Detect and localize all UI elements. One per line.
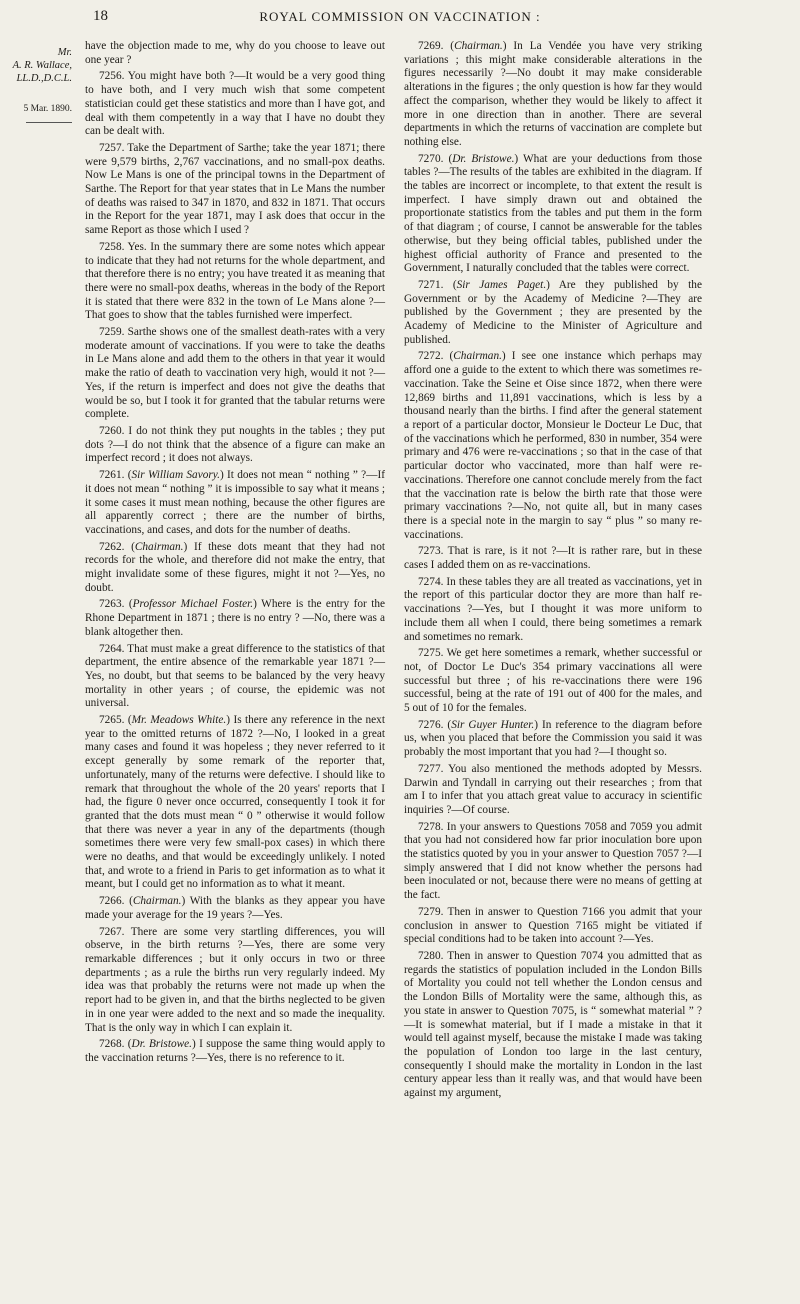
speaker-name: Chairman. xyxy=(453,350,502,363)
right-text-column xyxy=(404,40,702,1104)
paragraph-text: Are they published by the Government or by the Academy of Medicine ?—They are published by the Government ; they are presented by the Academy of Medicine to the Minister of Agriculture and published. xyxy=(404,278,702,346)
paragraph-text: 7275. We get here sometimes a remark, whether successful or not, of Doctor Le Duc's 354 primary vaccinations all were successful but three ; of his re-vaccinations there were 196 successful, being at the rate of 191 out of 400 for the males, and 5 out of 10 for the females. xyxy=(404,647,702,715)
witness-degrees: LL.D.,D.C.L. xyxy=(16,73,72,84)
testimony-paragraph: 7269. (Chairman.) In La Vendée you have very striking variations ; this might make considerable alterations in the figures necessarily ?—No doubt it may make considerable alterations in the figures ; the only question is how far they would affect the comparison, whether they would be likely to affect it more in one direction than in another. There are several departments in which the returns of vaccination are complete but nothing else. xyxy=(404,40,702,148)
testimony-paragraph: 7263. (Professor Michael Foster.) Where is the entry for the Rhone Department in 1871 ; there is no entry ? —No, there was a blank altogether then. xyxy=(85,598,386,638)
testimony-paragraph: 7266. (Chairman.) With the blanks as they appear you have made your average for the 19 years ?—Yes. xyxy=(85,895,385,921)
speaker-name: Chairman. xyxy=(132,895,182,908)
paragraph-text: 7256. You might have both ?—It would be a very good thing to have both, and I very much wish that some competent statistician could get these statistics and more than I have got, and deal with them competently in a way that I have no doubt they can be dealt with. xyxy=(85,70,385,138)
testimony-paragraph xyxy=(85,142,385,238)
hearing-date: 5 Mar. 1890. xyxy=(23,104,72,114)
speaker-name: Dr. Bristowe. xyxy=(131,1038,192,1051)
speaker-name: Chairman. xyxy=(454,40,503,52)
paragraph-text: 7280. Then in answer to Question 7074 you admitted that as regards the statistics of population included in the London Bills of Mortality you could not tell whether the London census and the London Bills of Mortality were the same, although this, as you state in answer to Question 7075, is “ somewhat material ” ?—It is somewhat material, but if I made a mistake in that it would tell against myself, because the mistake I made was taking the population of London too large in the last century, consequently I should make the mortality in London in the last century appear less than it really was, and that would have been against my argument, xyxy=(404,950,702,1100)
speaker-name: Chairman. xyxy=(134,540,184,553)
testimony-paragraph xyxy=(404,906,702,947)
paragraph-text: 7267. There are some very startling differences, you will observe, in the birth returns ?—Yes, there are some very remarkable differences ; but it only occurs in two or three departments ; as a rule the births run very regularly indeed. My idea was that probably the returns were not made up when the report had to be given in, and that the births neglected to be given in in one year were added to the next and so made the inequality. That is the only way in which I can explain it. xyxy=(85,925,385,1034)
paragraph-text: 7264. That must make a great difference to the statistics of that department, the entire absence of the remarkable year 1871 ?—Yes, no doubt, but that seems to be balanced by the very heavy mortality in other years ; of course, the epidemic was not universal. xyxy=(85,642,385,710)
running-title: ROYAL COMMISSION ON VACCINATION : xyxy=(259,9,541,24)
witness-margin-note xyxy=(10,46,72,123)
paragraph-text: 7277. You also mentioned the methods adopted by Messrs. Darwin and Tyndall in carrying out their researches ; from that am I to infer that you attach great value to accuracy in scientific inquiries ?—Of course. xyxy=(404,762,702,816)
speaker-name: Dr. Bristowe. xyxy=(452,152,515,165)
paragraph-text: In reference to the diagram before us, when you placed that before the Commission you said it was probably the most important that you had ?—I thought so. xyxy=(404,718,702,759)
testimony-paragraph xyxy=(404,950,702,1101)
paragraph-text: It does not mean “ nothing ” ?—If it does not mean “ nothing ” it is impossible to say what it means ; it some cases it must mean nothing, because the other figures are all apparently correct ; there are the number of births, vaccinations, and cases, and dots for the number of deaths. xyxy=(85,469,385,536)
paragraph-text: 7258. Yes. In the summary there are some notes which appear to indicate that they had not returns for the whole department, and that therefore there is no entry; you have treated it as meaning that there were no small-pox deaths, whereas in the body of the Report it is stated that there were 832 in the town of Le Mans alone ?—That goes to show that the tables furnished were imperfect. xyxy=(85,240,385,322)
paragraph-text: With the blanks as they appear you have made your average for the 19 years ?—Yes. xyxy=(85,895,385,921)
testimony-paragraph xyxy=(85,425,385,466)
left-text-column xyxy=(85,40,385,1069)
speaker-name: Sir James Paget. xyxy=(456,278,547,291)
testimony-paragraph xyxy=(85,40,385,67)
page-header xyxy=(0,6,800,30)
paragraph-text: 7259. Sarthe shows one of the smallest death-rates with a very moderate amount of vaccinations. If you were to take the deaths in Le Mans alone and add them to the others in that year it would make the ratio of death to vaccination very high, would it not ?—Yes, if the return is imperfect and does not give the deaths that would be so, but I took it for granted that the tabular returns were complete. xyxy=(85,326,385,421)
testimony-paragraph xyxy=(404,545,702,572)
paragraph-text: 7273. That is rare, is it not ?—It is rather rare, but in these cases I added them on as re-vaccinations. xyxy=(404,545,702,572)
testimony-paragraph: 7270. (Dr. Bristowe.) What are your deductions from those tables ?—The results of the tables are exhibited in the diagram. If the tables are incorrect or incomplete, to that extent the result is imperfect. I have simply drawn out and obtained the proportionate statistics from the tables and put them in the form of that diagram ; of course, I cannot be answerable for the tables otherwise, but they being official tables, published under the highest official authority of France and presented to the Government, I naturally concluded that the tables were correct. xyxy=(404,152,702,275)
testimony-paragraph: 7268. (Dr. Bristowe.) I suppose the same thing would apply to the vaccination returns ?—Yes, there is no reference to it. xyxy=(85,1038,386,1064)
paragraph-text: 7278. In your answers to Questions 7058 and 7059 you admit that you had not considered how far prior inoculation bore upon the statistics quoted by you in your answer to Question 7057 ?—I simply answered that I did not know whether the persons had been inoculated or not, because there were no means of getting at the fact. xyxy=(404,820,702,902)
paragraph-text: I suppose the same thing would apply to the vaccination returns ?—Yes, there is no reference to it. xyxy=(85,1038,386,1064)
testimony-paragraph xyxy=(404,763,702,818)
speaker-name: Professor Michael Foster. xyxy=(132,598,254,611)
paragraph-text: 7274. In these tables they are all treated as vaccinations, yet in the report of this particular doctor they are more than half re-vaccinations ?—Yes, but I thought it was more uniform to include them all when I could, there being sometimes a remark and sometimes no remark. xyxy=(404,575,702,643)
paragraph-text: 7257. Take the Department of Sarthe; take the year 1871; there were 9,579 births, 2,767 vaccinations, and no small-pox deaths. Now Le Mans is one of the principal towns in the Department of Sarthe. The Report for that year states that in Le Mans the number of deaths was raised to 347 in 1870, and 832 in 1871. That occurs in the Report for the year 1871, may I ask does that occur in the same Report as those which I used ? xyxy=(85,141,385,237)
paragraph-text: Where is the entry for the Rhone Department in 1871 ; there is no entry ? —No, there was a blank altogether then. xyxy=(85,598,386,638)
testimony-paragraph xyxy=(85,643,385,712)
testimony-paragraph: 7276. (Sir Guyer Hunter.) In reference to the diagram before us, when you placed that before the Commission you said it was probably the most important that you had ?—I thought so. xyxy=(404,718,702,759)
testimony-paragraph: 7272. (Chairman.) I see one instance which perhaps may afford one a guide to the extent to which there was sometimes re-vaccination. Take the Seine et Oise since 1872, when there were 12,869 births and 11,891 vaccinations, which is less by a thousand nearly than the births. I find after the general statement a report of a particular doctor, Monsieur le Docteur Le Duc, that of the vaccinations which he performed, 830 in number, 354 were primary and 476 were re-vaccinations ; so that in the case of that particular doctor who vaccinated, more than half were re-vaccinations. Therefore one cannot conclude merely from the fact that the vaccination rate is below the birth rate that those were primary vaccinations ?—No, not quite all, but in many cases there is a special note in the margin to say “ plus ” so many re-vaccinations. xyxy=(404,350,702,541)
testimony-paragraph xyxy=(404,647,702,716)
testimony-paragraph: 7262. (Chairman.) If these dots meant that they had not records for the whole, and therefore did not make the entry, that might invalidate some of these figures, might it not ?—Yes, no doubt. xyxy=(85,540,385,594)
paragraph-text: 7279. Then in answer to Question 7166 you admit that your conclusion in answer to Question 7165 might be vitiated if special conditions had to be taken into account ?—Yes. xyxy=(404,905,702,946)
testimony-paragraph xyxy=(85,241,385,323)
testimony-paragraph xyxy=(404,821,702,903)
testimony-paragraph xyxy=(85,326,385,422)
paragraph-text: In La Vendée you have very striking variations ; this might make considerable alterations in the figures necessarily ?—No doubt it may make considerable alterations in the figures ; the only question is how far they would affect the comparison, whether they would be likely to affect it more in one direction than in another. There are several departments in which the returns of vaccination are complete but nothing else. xyxy=(404,40,702,148)
paragraph-text: What are your deductions from those tables ?—The results of the tables are exhibited in the diagram. If the tables are incorrect or incomplete, to that extent the result is imperfect. I have simply drawn out and obtained the proportionate statistics from the tables and put them in the form of that diagram ; of course, I cannot be answerable for the tables otherwise, but they being official tables, published under the highest official authority of France and presented to the Government, I naturally concluded that the tables were correct. xyxy=(404,152,702,275)
speaker-name: Sir Guyer Hunter. xyxy=(451,718,535,731)
testimony-paragraph: 7265. (Mr. Meadows White.) Is there any reference in the next year to the omitted returns of 1872 ?—No, I looked in a great many cases and found it was hopeless ; they never referred to it except generally by some remark of the reporter that, unfortunately, many of the returns were defective. I should like to remark that throughout the whole of the 20 years' reports that I had, the figure 0 never once occurred, consequently I took it for granted that the dots must mean “ 0 ” otherwise it would follow that there was never a year in any of the departments (though sometimes there were very few small-pox cases) in which there were no deaths, and that would be exceedingly unlikely. I noted that, and wrote to a friend in Paris to get information as to what it meant, but I could get no information as to what it meant. xyxy=(85,714,385,891)
testimony-paragraph xyxy=(404,576,702,645)
witness-name: A. R. Wallace, xyxy=(12,60,72,71)
testimony-paragraph: 7261. (Sir William Savory.) It does not mean “ nothing ” ?—If it does not mean “ nothing ” it is impossible to say what it means ; it some cases it must mean nothing, because the other figures are all apparently correct ; there are the number of births, vaccinations, and cases, and dots for the number of deaths. xyxy=(85,469,385,536)
margin-divider xyxy=(26,122,72,123)
testimony-paragraph: 7271. (Sir James Paget.) Are they published by the Government or by the Academy of Medicine ?—They are published by the Government ; they are presented by the Academy of Medicine to the Minister of Agriculture and published. xyxy=(404,278,702,346)
paragraph-text: Is there any reference in the next year to the omitted returns of 1872 ?—No, I looked in a great many cases and found it was hopeless ; they never referred to it except generally by some remark of the reporter that, unfortunately, many of the returns were defective. I should like to remark that throughout the whole of the 20 years' reports that I had, the figure 0 never once occurred, consequently I took it for granted that the dots must mean “ 0 ” otherwise it would follow that there was never a year in any of the departments (though sometimes there were very few small-pox cases) in which there were no deaths, and that would be exceedingly unlikely. I noted that, and wrote to a friend in Paris to get information as to what it meant, but I could get no information as to what it meant. xyxy=(85,714,385,891)
testimony-paragraph xyxy=(85,70,385,139)
paragraph-text: If these dots meant that they had not records for the whole, and therefore did not make the entry, that might invalidate some of these figures, might it not ?—Yes, no doubt. xyxy=(85,540,385,594)
speaker-name: Mr. Meadows White. xyxy=(131,714,227,727)
speaker-name: Sir William Savory. xyxy=(131,469,220,482)
page-number: 18 xyxy=(93,8,108,24)
paragraph-text: I see one instance which perhaps may afford one a guide to the extent to which there was sometimes re-vaccination. Take the Seine et Oise since 1872, when there were 12,869 births and 11,891 vaccinations, which is less by a thousand nearly than the births. I find after the general statement a report of a particular doctor, Monsieur le Docteur Le Duc, that of the vaccinations which he performed, 830 in number, 354 were primary and 476 were re-vaccinations ; so that in the case of that particular doctor who vaccinated, more than half were re-vaccinations. Therefore one cannot conclude merely from the fact that the vaccination rate is below the birth rate that those were primary vaccinations ?—No, not quite all, but in many cases there is a special note in the margin to say “ plus ” so many re-vaccinations. xyxy=(404,350,702,541)
testimony-paragraph xyxy=(85,926,385,1036)
paragraph-text: 7260. I do not think they put noughts in the tables ; they put dots ?—I do not think that the absence of a figure can make an imperfect record ; it does not always. xyxy=(85,424,385,465)
witness-title: Mr. xyxy=(57,47,72,58)
paragraph-text: have the objection made to me, why do you choose to leave out one year ? xyxy=(85,40,385,66)
